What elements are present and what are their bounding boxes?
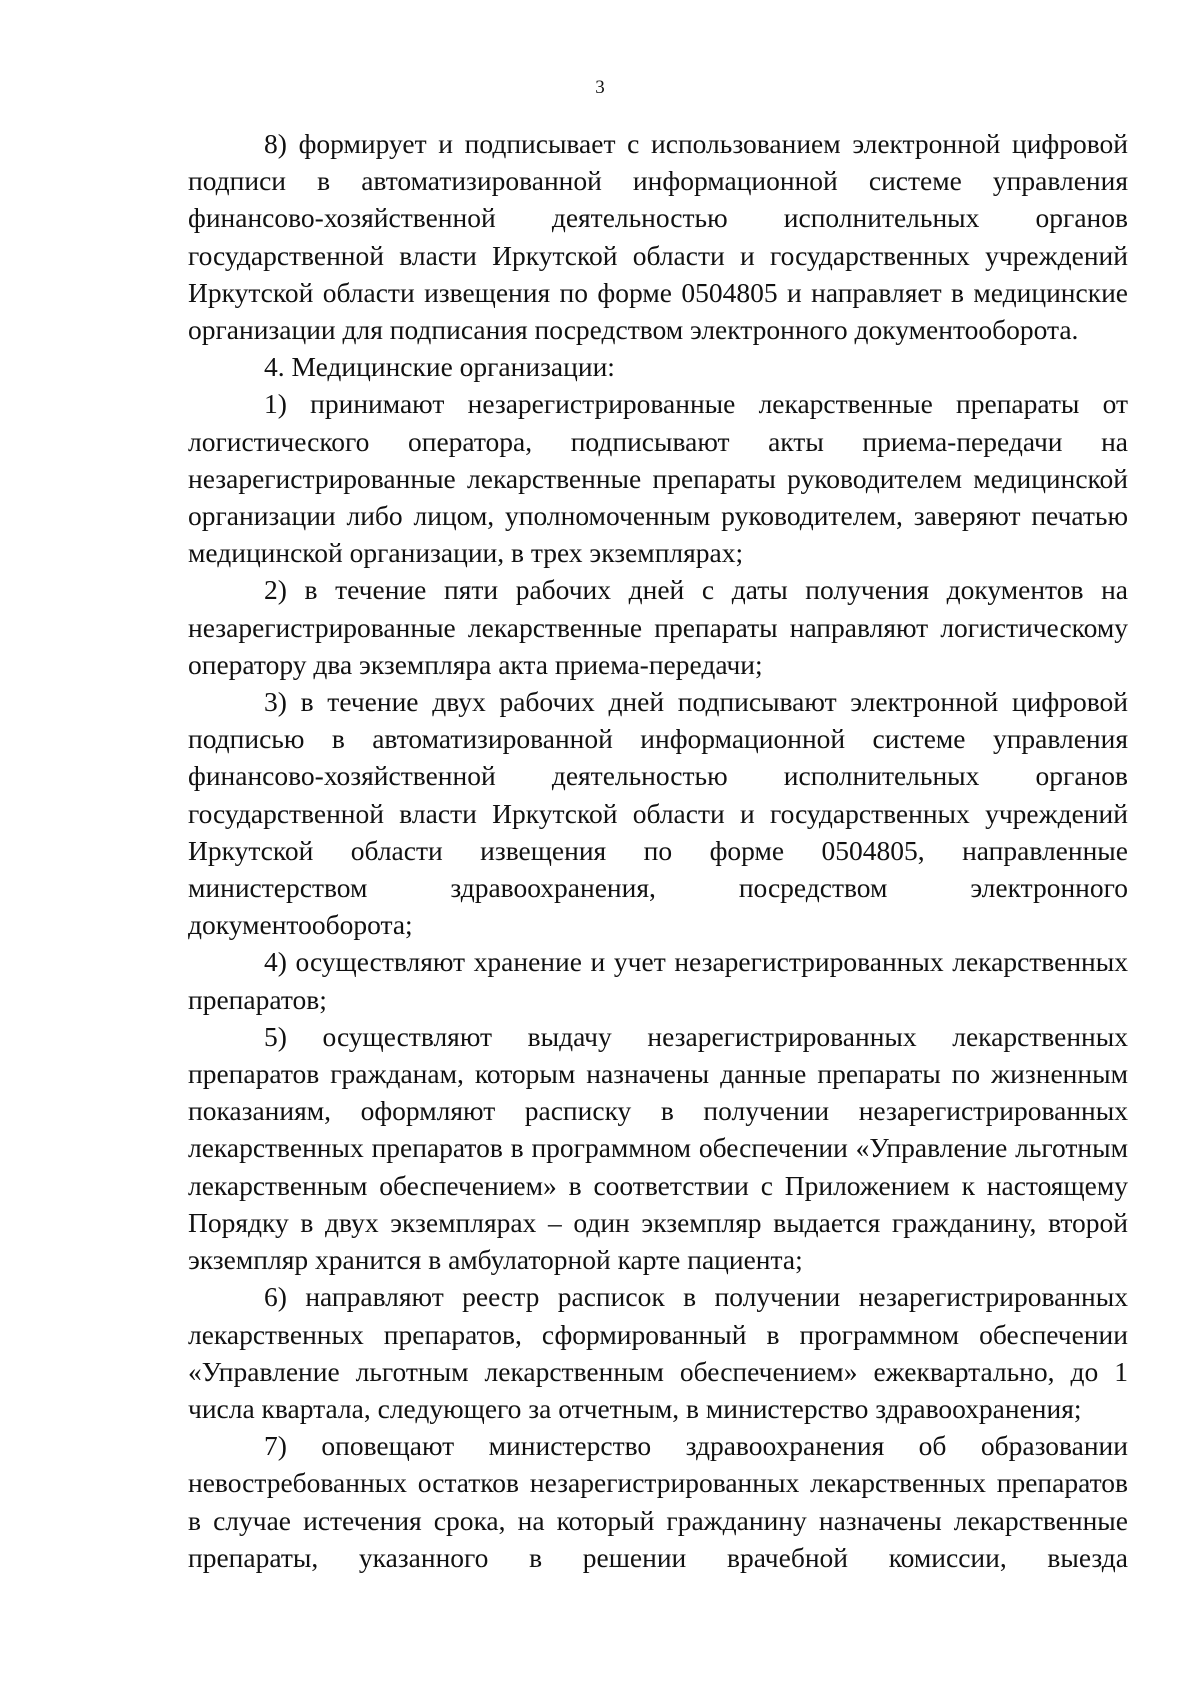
- paragraph-item-8: 8) формирует и подписывает с использованием электронной цифровой подписи в автоматизированной информационной системе управления финансово-хозяйственной деятельностью исполнительных органов государственной власти Иркутской области и государственных учреждений Иркутской области извещения по форме 0504805 и направляет в медицинские организации для подписания посредством электронного документооборота.: [188, 128, 1128, 346]
- paragraph-item-5: 5) осуществляют выдачу незарегистрированных лекарственных препаратов гражданам, которым назначены данные препараты по жизненным показаниям, оформляют расписку в получении незарегистрированных лекарственных препаратов в программном обеспечении «Управление льготным лекарственным обеспечением» в соответствии с Приложением к настоящему Порядку в двух экземплярах – один экземпляр выдается гражданину, второй экземпляр хранится в амбулаторной карте пациента;: [188, 1020, 1128, 1276]
- paragraph-item-2: 2) в течение пяти рабочих дней с даты получения документов на незарегистрированные лекарственные препараты направляют логистическому оператору два экземпляра акта приема-передачи;: [188, 574, 1128, 680]
- paragraph-item-7: 7) оповещают министерство здравоохранения об образовании невостребованных остатков незарегистрированных лекарственных препаратов в случае истечения срока, на который гражданину назначены лекарственные препараты, указанного в решении врачебной комиссии, выезда: [188, 1430, 1128, 1573]
- paragraph-item-3: 3) в течение двух рабочих дней подписывают электронной цифровой подписью в автоматизированной информационной системе управления финансово-хозяйственной деятельностью исполнительных органов государственной власти Иркутской области и государственных учреждений Иркутской области извещения по форме 0504805, направленные министерством здравоохранения, посредством электронного документооборота;: [188, 686, 1128, 941]
- section-heading-4: 4. Медицинские организации:: [264, 351, 615, 383]
- document-body: [188, 125, 1128, 1576]
- paragraph-item-6: 6) направляют реестр расписок в получении незарегистрированных лекарственных препаратов, сформированный в программном обеспечении «Управление льготным лекарственным обеспечением» ежеквартально, до 1 числа квартала, следующего за отчетным, в министерство здравоохранения;: [188, 1281, 1128, 1424]
- paragraph-item-4: 4) осуществляют хранение и учет незарегистрированных лекарственных препаратов;: [188, 946, 1128, 1015]
- page-number: 3: [595, 77, 605, 98]
- paragraph-item-1: 1) принимают незарегистрированные лекарственные препараты от логистического оператора, подписывают акты приема-передачи на незарегистрированные лекарственные препараты руководителем медицинской организации либо лицом, уполномоченным руководителем, заверяют печатью медицинской организации, в трех экземплярах;: [188, 388, 1128, 569]
